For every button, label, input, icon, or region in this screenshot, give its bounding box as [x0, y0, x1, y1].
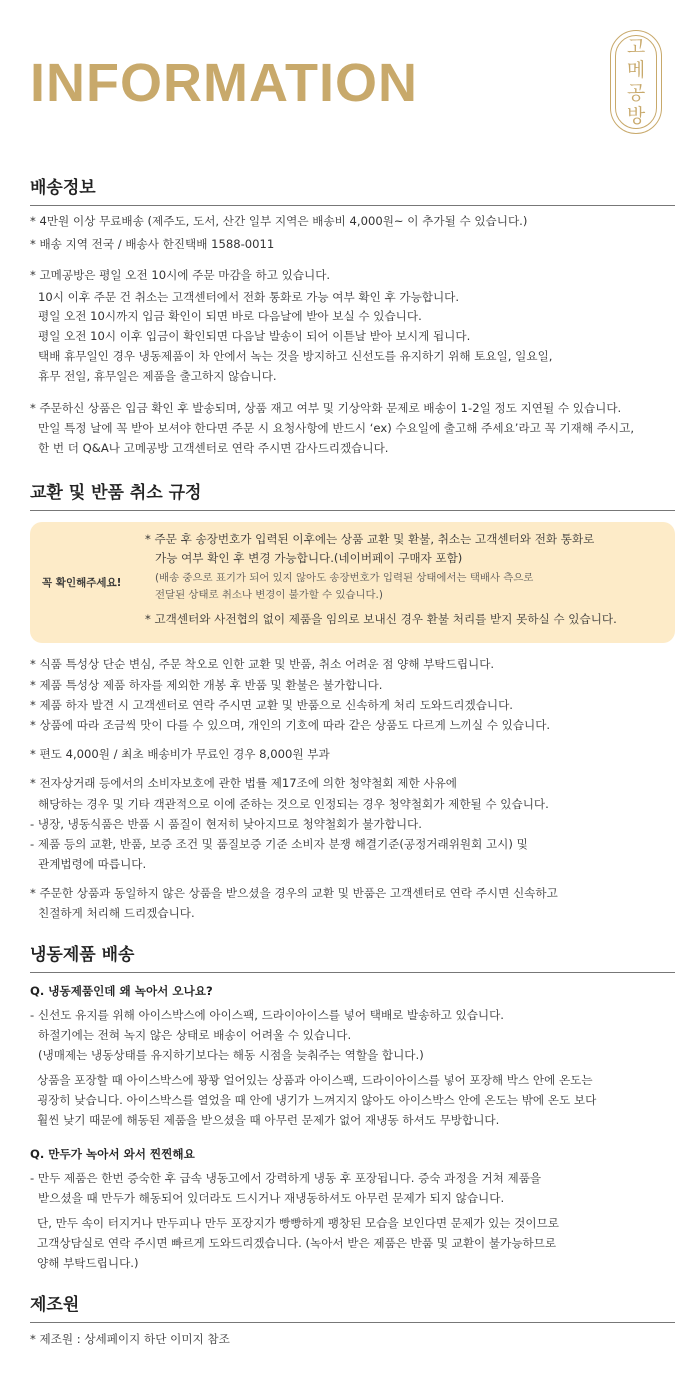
brand-logo — [610, 30, 662, 134]
shipping-line: 10시 이후 주문 건 취소는 고객센터에서 전화 통화로 가능 여부 확인 후 가능합니다. — [38, 290, 460, 304]
faq-answer-line: 상품을 포장할 때 아이스박스에 꽝꽝 얼어있는 상품과 아이스팩, 드라이아이스를 넣어 포장해 박스 안에 온도는 — [37, 1073, 593, 1087]
faq-answer-line: 고객상담실로 연락 주시면 빠르게 도와드리겠습니다. (녹아서 받은 제품은 반품 및 교환이 불가능하므로 — [37, 1236, 557, 1250]
section-title-shipping: 배송정보 — [30, 178, 96, 198]
returns-line: * 편도 4,000원 / 최초 배송비가 무료인 경우 8,000원 부과 — [30, 747, 330, 761]
shipping-line: * 4만원 이상 무료배송 (제주도, 도서, 산간 일부 지역은 배송비 4,000원~ 이 추가될 수 있습니다.) — [30, 214, 528, 228]
section-title-returns: 교환 및 반품 취소 규정 — [30, 483, 202, 503]
faq-answer-line: 하절기에는 전혀 녹지 않은 상태로 배송이 어려울 수 있습니다. — [38, 1028, 352, 1042]
faq-answer-line: 단, 만두 속이 터지거나 만두피나 만두 포장지가 빵빵하게 팽창된 모습을 보인다면 문제가 있는 것이므로 — [37, 1216, 559, 1230]
manufacturer-line: * 제조원 : 상세페이지 하단 이미지 참조 — [30, 1332, 230, 1346]
returns-line: * 제품 특성상 제품 하자를 제외한 개봉 후 반품 및 환불은 불가합니다. — [30, 678, 383, 692]
notice-subline: (배송 중으로 표기가 되어 있지 않아도 송장번호가 입력된 상태에서는 택배사 측으로 — [155, 572, 534, 584]
logo-char: 고 — [626, 36, 646, 58]
page-title: INFORMATION — [30, 53, 418, 113]
returns-line: 해당하는 경우 및 기타 객관적으로 이에 준하는 것으로 인정되는 경우 청약철회가 제한될 수 있습니다. — [38, 797, 549, 811]
shipping-line: 만일 특정 날에 꼭 받아 보셔야 한다면 주문 시 요청사항에 반드시 ‘ex) 수요일에 출고해 주세요’라고 꼭 기재해 주시고, — [38, 421, 635, 435]
returns-line: - 냉장, 냉동식품은 반품 시 품질이 현저히 낮아지므로 청약철회가 불가합니다. — [30, 817, 422, 831]
faq-answer-line: 굉장히 낮습니다. 아이스박스를 열었을 때 안에 냉기가 느껴지지 않아도 아이스박스 안에 온도는 밖에 온도 보다 — [37, 1093, 597, 1107]
shipping-line: 휴무 전일, 휴무일은 제품을 출고하지 않습니다. — [38, 369, 277, 383]
returns-line: * 상품에 따라 조금씩 맛이 다를 수 있으며, 개인의 기호에 따라 같은 상품도 다르게 느끼실 수 있습니다. — [30, 718, 551, 732]
returns-line: 관계법령에 따릅니다. — [38, 857, 147, 871]
brand-logo-inner — [615, 35, 657, 129]
logo-char: 방 — [626, 105, 646, 127]
faq-answer-line: 받으셨을 때 만두가 해동되어 있더라도 드시거나 재냉동하셔도 아무런 문제가 되지 않습니다. — [38, 1191, 505, 1205]
section-title-frozen: 냉동제품 배송 — [30, 945, 135, 965]
notice-line: * 고객센터와 사전협의 없이 제품을 임의로 보내신 경우 환불 처리를 받지 못하실 수 있습니다. — [145, 612, 617, 626]
notice-line: 가능 여부 확인 후 변경 가능합니다.(네이버페이 구매자 포함) — [155, 551, 463, 565]
shipping-line: * 고메공방은 평일 오전 10시에 주문 마감을 하고 있습니다. — [30, 268, 331, 282]
returns-line: - 제품 등의 교환, 반품, 보증 조건 및 품질보증 기준 소비자 분쟁 해결기준(공정거래위원회 고시) 및 — [30, 837, 528, 851]
returns-line: 친절하게 처리해 드리겠습니다. — [38, 906, 195, 920]
logo-char: 메 — [626, 59, 646, 81]
shipping-line: 택배 휴무일인 경우 냉동제품이 차 안에서 녹는 것을 방지하고 신선도를 유지하기 위해 토요일, 일요일, — [38, 349, 553, 363]
shipping-line: 한 번 더 Q&A나 고메공방 고객센터로 연락 주시면 감사드리겠습니다. — [38, 441, 389, 455]
faq-question: Q. 냉동제품인데 왜 녹아서 오나요? — [30, 984, 213, 998]
faq-answer-line: 양해 부탁드립니다.) — [37, 1256, 139, 1270]
logo-char: 공 — [626, 82, 646, 104]
faq-answer-line: (냉매제는 냉동상태를 유지하기보다는 해동 시점을 늦춰주는 역할을 합니다.) — [38, 1048, 424, 1062]
shipping-line: 평일 오전 10시까지 입금 확인이 되면 바로 다음날에 받아 보실 수 있습니다. — [38, 309, 422, 323]
shipping-line: * 주문하신 상품은 입금 확인 후 발송되며, 상품 재고 여부 및 기상악화 문제로 배송이 1-2일 정도 지연될 수 있습니다. — [30, 401, 622, 415]
shipping-line: * 배송 지역 전국 / 배송사 한진택배 1588-0011 — [30, 237, 275, 251]
section-divider — [30, 1322, 675, 1323]
returns-line: * 전자상거래 등에서의 소비자보호에 관한 법률 제17조에 의한 청약철회 제한 사유에 — [30, 776, 457, 790]
notice-box — [30, 522, 675, 643]
shipping-line: 평일 오전 10시 이후 입금이 확인되면 다음날 발송이 되어 이튿날 받아 보시게 됩니다. — [38, 329, 471, 343]
section-divider — [30, 972, 675, 973]
notice-label: 꼭 확인해주세요! — [42, 577, 122, 589]
faq-answer-line: - 만두 제품은 한번 증숙한 후 급속 냉동고에서 강력하게 냉동 후 포장됩니다. 증숙 과정을 거쳐 제품을 — [30, 1171, 542, 1185]
faq-answer-line: - 신선도 유지를 위해 아이스박스에 아이스팩, 드라이아이스를 넣어 택배로 발송하고 있습니다. — [30, 1008, 504, 1022]
returns-line: * 주문한 상품과 동일하지 않은 상품을 받으셨을 경우의 교환 및 반품은 고객센터로 연락 주시면 신속하고 — [30, 886, 558, 900]
notice-subline: 전달된 상태로 취소나 변경이 불가할 수 있습니다.) — [155, 589, 383, 601]
notice-line: * 주문 후 송장번호가 입력된 이후에는 상품 교환 및 환불, 취소는 고객센터와 전화 통화로 — [145, 532, 595, 546]
faq-question: Q. 만두가 녹아서 와서 찐찐해요 — [30, 1147, 195, 1161]
section-divider — [30, 205, 675, 206]
returns-line: * 제품 하자 발견 시 고객센터로 연락 주시면 교환 및 반품으로 신속하게 처리 도와드리겠습니다. — [30, 698, 513, 712]
faq-answer-line: 훨씬 낮기 때문에 해동된 제품을 받으셨을 때 아무런 문제가 없어 재냉동 하셔도 무방합니다. — [37, 1113, 500, 1127]
section-divider — [30, 510, 675, 511]
returns-line: * 식품 특성상 단순 변심, 주문 착오로 인한 교환 및 반품, 취소 어려운 점 양해 부탁드립니다. — [30, 657, 495, 671]
section-title-manufacturer: 제조원 — [30, 1295, 80, 1315]
